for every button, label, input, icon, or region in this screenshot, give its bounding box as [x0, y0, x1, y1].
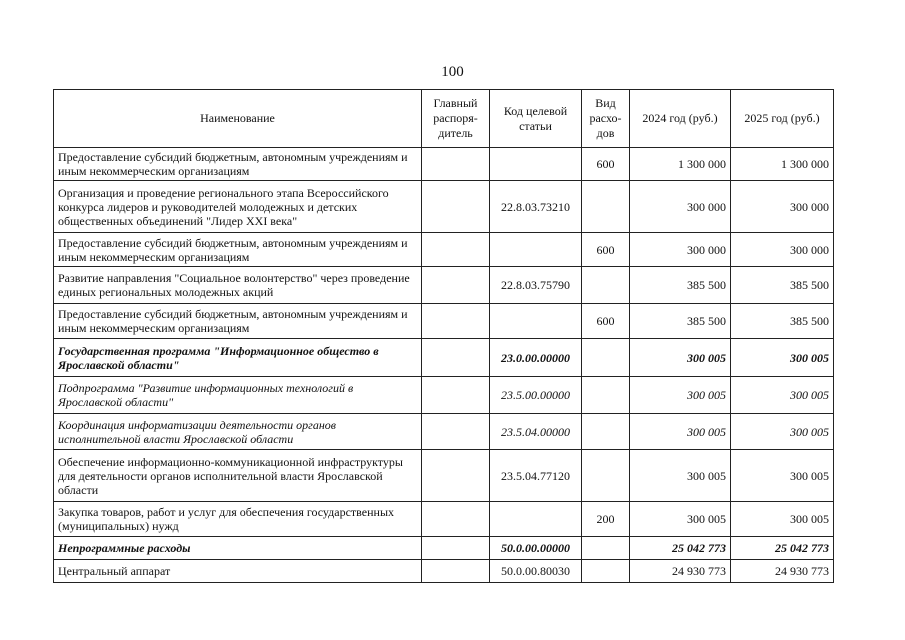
row-expense-type-cell [582, 537, 630, 560]
row-manager-cell [422, 339, 490, 377]
row-expense-type-cell: 600 [582, 304, 630, 339]
header-target-code: Код целевой статьи [490, 90, 582, 148]
row-manager-cell [422, 502, 490, 537]
row-manager-cell [422, 537, 490, 560]
row-amount-2024-cell: 1 300 000 [630, 148, 731, 181]
header-name: Наименование [54, 90, 422, 148]
row-target-code-cell [490, 502, 582, 537]
row-manager-cell [422, 267, 490, 304]
row-manager-cell [422, 560, 490, 583]
budget-table [53, 89, 834, 583]
table-body [54, 148, 834, 583]
row-target-code-cell: 50.0.00.00000 [490, 537, 582, 560]
row-name-cell: Предоставление субсидий бюджетным, автономным учреждениям и иным некоммерческим организациям [54, 233, 422, 267]
table-row [54, 450, 834, 502]
row-target-code-cell: 50.0.00.80030 [490, 560, 582, 583]
row-amount-2024-cell: 385 500 [630, 304, 731, 339]
row-expense-type-cell: 600 [582, 233, 630, 267]
row-amount-2024-cell: 385 500 [630, 267, 731, 304]
row-target-code-cell [490, 233, 582, 267]
row-target-code-cell: 22.8.03.73210 [490, 181, 582, 233]
row-expense-type-cell: 600 [582, 148, 630, 181]
row-manager-cell [422, 148, 490, 181]
row-name-cell: Организация и проведение регионального этапа Всероссийского конкурса лидеров и руководителей молодежных и детских общественных объединений "Лидер XXI века" [54, 181, 422, 233]
row-expense-type-cell [582, 181, 630, 233]
header-year-2024: 2024 год (руб.) [630, 90, 731, 148]
row-amount-2024-cell: 300 000 [630, 233, 731, 267]
row-expense-type-cell [582, 377, 630, 414]
row-target-code-cell: 23.5.04.00000 [490, 414, 582, 450]
row-target-code-cell: 23.5.04.77120 [490, 450, 582, 502]
row-amount-2025-cell: 300 000 [731, 233, 834, 267]
table-row [54, 267, 834, 304]
row-name-cell: Закупка товаров, работ и услуг для обеспечения государственных (муниципальных) нужд [54, 502, 422, 537]
row-name-cell: Обеспечение информационно-коммуникационной инфраструктуры для деятельности органов исполнительной власти Ярославской области [54, 450, 422, 502]
row-amount-2024-cell: 300 005 [630, 377, 731, 414]
row-expense-type-cell [582, 339, 630, 377]
row-name-cell: Государственная программа "Информационное общество в Ярославской области" [54, 339, 422, 377]
page-number: 100 [441, 64, 464, 80]
row-amount-2025-cell: 24 930 773 [731, 560, 834, 583]
row-amount-2024-cell: 300 005 [630, 339, 731, 377]
row-manager-cell [422, 233, 490, 267]
row-amount-2025-cell: 385 500 [731, 304, 834, 339]
row-target-code-cell [490, 148, 582, 181]
row-amount-2025-cell: 300 005 [731, 339, 834, 377]
row-amount-2024-cell: 25 042 773 [630, 537, 731, 560]
table-row [54, 233, 834, 267]
row-target-code-cell: 22.8.03.75790 [490, 267, 582, 304]
row-name-cell: Непрограммные расходы [54, 537, 422, 560]
row-amount-2025-cell: 300 005 [731, 502, 834, 537]
row-target-code-cell [490, 304, 582, 339]
row-name-cell: Предоставление субсидий бюджетным, автономным учреждениям и иным некоммерческим организациям [54, 304, 422, 339]
table-row [54, 537, 834, 560]
row-amount-2025-cell: 300 000 [731, 181, 834, 233]
row-amount-2024-cell: 24 930 773 [630, 560, 731, 583]
row-amount-2025-cell: 300 005 [731, 377, 834, 414]
table-row [54, 560, 834, 583]
row-manager-cell [422, 414, 490, 450]
row-name-cell: Подпрограмма "Развитие информационных технологий в Ярославской области" [54, 377, 422, 414]
row-expense-type-cell [582, 560, 630, 583]
table-row [54, 377, 834, 414]
row-expense-type-cell [582, 414, 630, 450]
row-expense-type-cell: 200 [582, 502, 630, 537]
table-row [54, 148, 834, 181]
header-expense-type: Вид расхо-дов [582, 90, 630, 148]
row-target-code-cell: 23.5.00.00000 [490, 377, 582, 414]
row-amount-2025-cell: 300 005 [731, 450, 834, 502]
row-amount-2025-cell: 300 005 [731, 414, 834, 450]
row-manager-cell [422, 181, 490, 233]
row-amount-2025-cell: 385 500 [731, 267, 834, 304]
table-row [54, 181, 834, 233]
row-amount-2025-cell: 25 042 773 [731, 537, 834, 560]
table-row [54, 502, 834, 537]
row-name-cell: Предоставление субсидий бюджетным, автономным учреждениям и иным некоммерческим организациям [54, 148, 422, 181]
row-manager-cell [422, 450, 490, 502]
row-name-cell: Центральный аппарат [54, 560, 422, 583]
table-row [54, 339, 834, 377]
row-amount-2024-cell: 300 005 [630, 450, 731, 502]
row-name-cell: Развитие направления "Социальное волонтерство" через проведение единых региональных молодежных акций [54, 267, 422, 304]
table-row [54, 304, 834, 339]
table-row [54, 414, 834, 450]
row-amount-2024-cell: 300 000 [630, 181, 731, 233]
row-amount-2024-cell: 300 005 [630, 414, 731, 450]
row-amount-2024-cell: 300 005 [630, 502, 731, 537]
row-manager-cell [422, 377, 490, 414]
row-target-code-cell: 23.0.00.00000 [490, 339, 582, 377]
row-amount-2025-cell: 1 300 000 [731, 148, 834, 181]
row-manager-cell [422, 304, 490, 339]
row-expense-type-cell [582, 267, 630, 304]
header-year-2025: 2025 год (руб.) [731, 90, 834, 148]
row-name-cell: Координация информатизации деятельности органов исполнительной власти Ярославской области [54, 414, 422, 450]
table-header-row [54, 90, 834, 148]
header-manager: Главный распоря-дитель [422, 90, 490, 148]
row-expense-type-cell [582, 450, 630, 502]
